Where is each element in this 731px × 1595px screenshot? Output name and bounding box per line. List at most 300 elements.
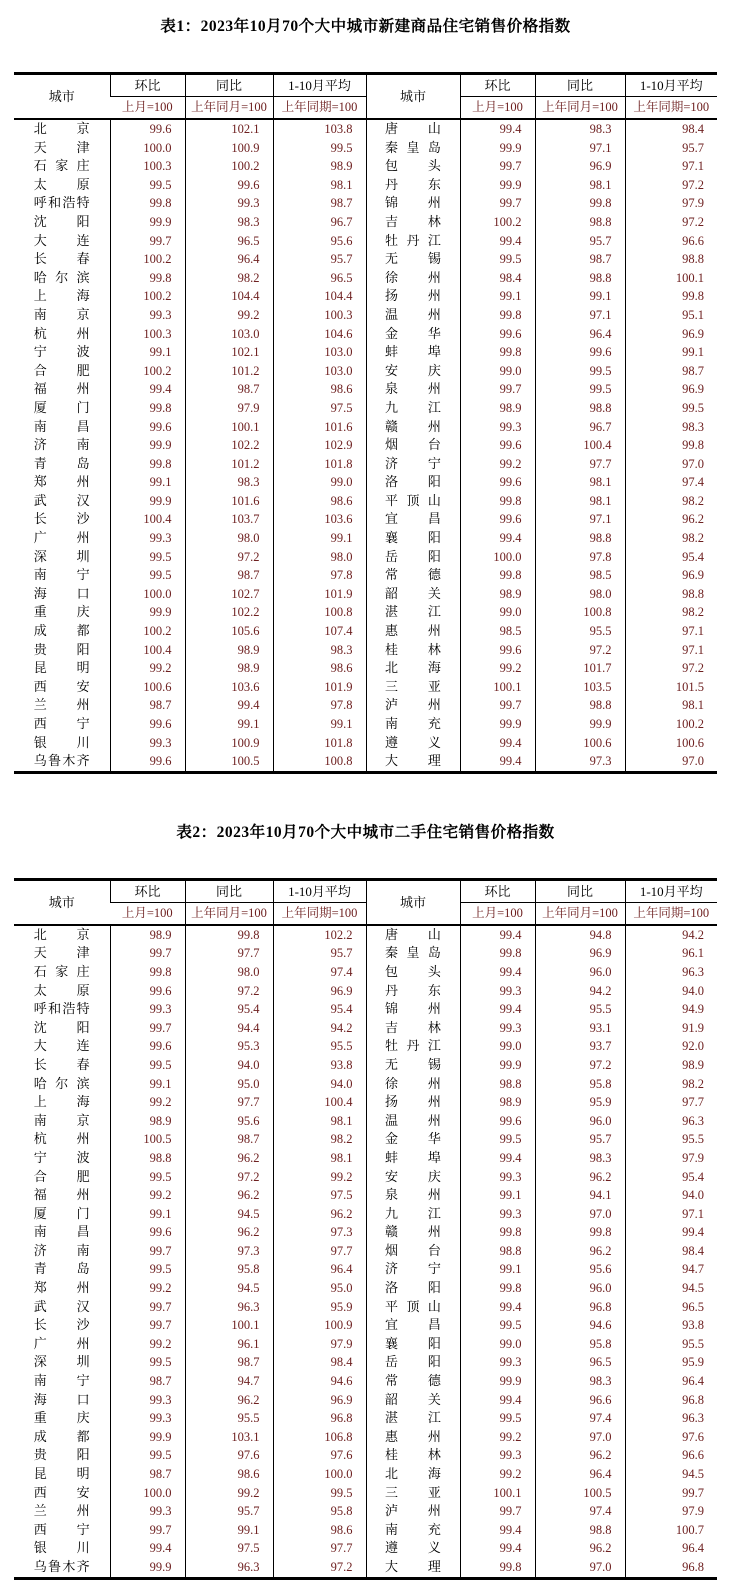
city-name: 西宁 (33, 716, 90, 731)
mom-value-cell: 99.1 (110, 1075, 185, 1094)
avg-value-cell: 95.7 (273, 944, 366, 963)
city-cell (14, 1168, 110, 1187)
city-cell (14, 548, 110, 567)
table-row (14, 455, 717, 474)
mom-value-cell: 99.4 (460, 734, 535, 753)
yoy-value-cell: 99.8 (535, 194, 625, 213)
city-name: 常德 (385, 567, 441, 583)
table-row (14, 1075, 717, 1094)
avg-value-cell: 100.2 (625, 715, 717, 734)
city-name: 西宁 (33, 1521, 90, 1537)
table1-subheader-avg-base-left: 上年同期=100 (273, 97, 366, 120)
city-cell (14, 1019, 110, 1038)
city-cell (14, 1465, 110, 1484)
city-name: 呼和浩特 (33, 1001, 90, 1017)
city-name: 洛阳 (385, 474, 441, 490)
avg-value-cell: 99.1 (273, 529, 366, 548)
table-row (14, 362, 717, 381)
mom-value-cell: 99.6 (460, 510, 535, 529)
avg-value-cell: 98.3 (625, 418, 717, 437)
avg-value-cell: 98.6 (273, 492, 366, 511)
yoy-value-cell: 98.8 (535, 399, 625, 418)
mom-value-cell: 99.5 (460, 1130, 535, 1149)
city-cell (366, 1558, 460, 1578)
table-row (14, 1446, 717, 1465)
city-cell (366, 529, 460, 548)
city-name: 遵义 (385, 1540, 441, 1556)
city-cell (14, 696, 110, 715)
city-cell (366, 343, 460, 362)
mom-value-cell: 99.9 (110, 213, 185, 232)
avg-value-cell: 95.0 (273, 1279, 366, 1298)
yoy-value-cell: 104.4 (185, 287, 273, 306)
city-cell (14, 213, 110, 232)
yoy-value-cell: 98.8 (535, 1521, 625, 1540)
city-cell (366, 1428, 460, 1447)
city-cell (14, 157, 110, 176)
avg-value-cell: 98.1 (273, 1149, 366, 1168)
table-row (14, 529, 717, 548)
city-cell (366, 157, 460, 176)
table-row (14, 139, 717, 158)
mom-value-cell: 99.9 (110, 492, 185, 511)
table1-body (14, 119, 717, 772)
mom-value-cell: 99.7 (110, 232, 185, 251)
city-cell (366, 362, 460, 381)
city-name: 锦州 (385, 195, 441, 211)
mom-value-cell: 99.6 (460, 436, 535, 455)
avg-value-cell: 100.4 (273, 1093, 366, 1112)
city-cell (366, 1223, 460, 1242)
mom-value-cell: 99.4 (460, 529, 535, 548)
yoy-value-cell: 97.1 (535, 139, 625, 158)
city-cell (366, 1446, 460, 1465)
table-row (14, 399, 717, 418)
city-cell (366, 1093, 460, 1112)
table-row (14, 1539, 717, 1558)
city-cell (14, 1539, 110, 1558)
mom-value-cell: 99.2 (110, 1279, 185, 1298)
mom-value-cell: 99.6 (110, 418, 185, 437)
mom-value-cell: 99.7 (460, 157, 535, 176)
yoy-value-cell: 96.2 (535, 1539, 625, 1558)
table-row (14, 250, 717, 269)
table-row (14, 287, 717, 306)
city-cell (366, 250, 460, 269)
yoy-value-cell: 99.1 (185, 715, 273, 734)
city-name: 韶关 (385, 585, 441, 601)
avg-value-cell: 103.8 (273, 119, 366, 139)
yoy-value-cell: 101.2 (185, 455, 273, 474)
yoy-value-cell: 98.1 (535, 492, 625, 511)
yoy-value-cell: 95.7 (535, 1130, 625, 1149)
table-row (14, 1037, 717, 1056)
table-row (14, 566, 717, 585)
avg-value-cell: 101.9 (273, 585, 366, 604)
city-name: 昆明 (33, 1466, 90, 1481)
city-cell (366, 1037, 460, 1056)
mom-value-cell: 99.5 (110, 1168, 185, 1187)
yoy-value-cell: 95.7 (535, 232, 625, 251)
city-cell (366, 306, 460, 325)
avg-value-cell: 96.4 (625, 1539, 717, 1558)
table-row (14, 213, 717, 232)
avg-value-cell: 104.4 (273, 287, 366, 306)
mom-value-cell: 99.8 (460, 944, 535, 963)
city-name: 无锡 (385, 1056, 441, 1072)
city-name: 太原 (33, 982, 90, 998)
city-name: 泸州 (385, 1503, 441, 1519)
city-cell (366, 1000, 460, 1019)
avg-value-cell: 96.6 (625, 232, 717, 251)
mom-value-cell: 100.2 (110, 287, 185, 306)
city-name: 南充 (385, 1521, 441, 1537)
city-name: 重庆 (33, 604, 90, 620)
city-name: 宜昌 (385, 511, 441, 527)
yoy-value-cell: 99.8 (185, 925, 273, 945)
avg-value-cell: 96.2 (273, 1205, 366, 1224)
yoy-value-cell: 98.3 (535, 1372, 625, 1391)
mom-value-cell: 100.1 (460, 1484, 535, 1503)
yoy-value-cell: 100.5 (185, 752, 273, 772)
yoy-value-cell: 101.2 (185, 362, 273, 381)
mom-value-cell: 99.6 (110, 715, 185, 734)
city-cell (366, 963, 460, 982)
city-cell (14, 752, 110, 772)
table1-subheader-yoy-base-left: 上年同月=100 (185, 97, 273, 120)
avg-value-cell: 101.8 (273, 455, 366, 474)
table-row (14, 1056, 717, 1075)
table-row (14, 641, 717, 660)
city-cell (14, 1242, 110, 1261)
city-cell (366, 585, 460, 604)
mom-value-cell: 99.2 (110, 1335, 185, 1354)
mom-value-cell: 100.2 (110, 622, 185, 641)
yoy-value-cell: 94.5 (185, 1279, 273, 1298)
city-cell (14, 399, 110, 418)
avg-value-cell: 97.4 (625, 473, 717, 492)
mom-value-cell: 99.3 (460, 1446, 535, 1465)
table-row (14, 715, 717, 734)
table-row (14, 585, 717, 604)
city-name: 烟台 (385, 437, 441, 453)
table-row (14, 492, 717, 511)
mom-value-cell: 99.5 (110, 1260, 185, 1279)
yoy-value-cell: 103.6 (185, 678, 273, 697)
yoy-value-cell: 96.1 (185, 1335, 273, 1354)
city-name: 宁波 (33, 344, 90, 360)
yoy-value-cell: 102.2 (185, 436, 273, 455)
city-name: 丹东 (385, 176, 441, 192)
table2-subheader-yoy-base-right: 上年同月=100 (535, 902, 625, 925)
city-cell (14, 641, 110, 660)
yoy-value-cell: 98.7 (185, 1130, 273, 1149)
yoy-value-cell: 96.6 (535, 1391, 625, 1410)
city-name: 吉林 (385, 1019, 441, 1035)
yoy-value-cell: 95.3 (185, 1037, 273, 1056)
city-name: 贵阳 (33, 641, 90, 657)
table-row (14, 418, 717, 437)
city-name: 桂林 (385, 641, 441, 657)
city-cell (366, 139, 460, 158)
mom-value-cell: 99.9 (110, 1558, 185, 1578)
yoy-value-cell: 99.2 (185, 306, 273, 325)
city-name: 石家庄 (33, 963, 90, 979)
yoy-value-cell: 103.7 (185, 510, 273, 529)
avg-value-cell: 100.7 (625, 1521, 717, 1540)
mom-value-cell: 99.5 (110, 1446, 185, 1465)
avg-value-cell: 99.0 (273, 473, 366, 492)
yoy-value-cell: 97.5 (185, 1539, 273, 1558)
city-name: 牡丹江 (385, 1038, 441, 1054)
yoy-value-cell: 99.1 (185, 1521, 273, 1540)
city-name: 北京 (33, 926, 90, 942)
yoy-value-cell: 99.5 (535, 362, 625, 381)
avg-value-cell: 95.1 (625, 306, 717, 325)
mom-value-cell: 100.3 (110, 157, 185, 176)
mom-value-cell: 99.7 (110, 1521, 185, 1540)
yoy-value-cell: 99.1 (535, 287, 625, 306)
city-cell (366, 1019, 460, 1038)
mom-value-cell: 99.7 (460, 380, 535, 399)
city-name: 哈尔滨 (33, 269, 90, 285)
avg-value-cell: 95.5 (625, 1130, 717, 1149)
city-cell (14, 325, 110, 344)
table-row (14, 1000, 717, 1019)
yoy-value-cell: 101.7 (535, 659, 625, 678)
city-cell (366, 944, 460, 963)
yoy-value-cell: 98.9 (185, 659, 273, 678)
table-row (14, 678, 717, 697)
city-cell (366, 1316, 460, 1335)
avg-value-cell: 98.6 (273, 380, 366, 399)
mom-value-cell: 99.1 (460, 1260, 535, 1279)
avg-value-cell: 94.2 (273, 1019, 366, 1038)
avg-value-cell: 97.5 (273, 1186, 366, 1205)
city-cell (14, 1130, 110, 1149)
city-name: 韶关 (385, 1391, 441, 1407)
city-cell (366, 715, 460, 734)
city-name: 贵阳 (33, 1447, 90, 1463)
avg-value-cell: 96.6 (625, 1446, 717, 1465)
city-name: 金华 (385, 1131, 441, 1147)
mom-value-cell: 99.9 (460, 139, 535, 158)
mom-value-cell: 99.1 (460, 287, 535, 306)
city-name: 蚌埠 (385, 344, 441, 360)
avg-value-cell: 93.8 (625, 1316, 717, 1335)
yoy-value-cell: 95.8 (185, 1260, 273, 1279)
table-row (14, 1112, 717, 1131)
city-cell (366, 510, 460, 529)
mom-value-cell: 98.9 (110, 1112, 185, 1131)
yoy-value-cell: 98.9 (185, 641, 273, 660)
city-cell (14, 1391, 110, 1410)
mom-value-cell: 99.4 (460, 1539, 535, 1558)
table-row (14, 436, 717, 455)
city-cell (14, 194, 110, 213)
mom-value-cell: 99.2 (110, 1186, 185, 1205)
table-row (14, 1149, 717, 1168)
table-row (14, 963, 717, 982)
mom-value-cell: 99.8 (460, 1279, 535, 1298)
mom-value-cell: 99.4 (460, 1000, 535, 1019)
city-name: 北海 (385, 1466, 441, 1481)
city-cell (366, 119, 460, 139)
avg-value-cell: 97.9 (625, 1149, 717, 1168)
city-cell (366, 696, 460, 715)
avg-value-cell: 100.8 (273, 752, 366, 772)
table1-new-homes-price-index (14, 72, 717, 774)
table-row (14, 622, 717, 641)
table-row (14, 119, 717, 139)
avg-value-cell: 103.0 (273, 362, 366, 381)
city-name: 秦皇岛 (385, 139, 441, 155)
mom-value-cell: 99.6 (110, 982, 185, 1001)
mom-value-cell: 99.9 (110, 1428, 185, 1447)
mom-value-cell: 99.3 (460, 1205, 535, 1224)
city-name: 洛阳 (385, 1280, 441, 1296)
mom-value-cell: 99.9 (460, 176, 535, 195)
table2-subheader-yoy-base-left: 上年同月=100 (185, 902, 273, 925)
city-cell (14, 1521, 110, 1540)
city-name: 常德 (385, 1373, 441, 1389)
city-cell (14, 715, 110, 734)
city-cell (366, 566, 460, 585)
table-row (14, 1298, 717, 1317)
mom-value-cell: 99.6 (110, 1037, 185, 1056)
city-cell (14, 380, 110, 399)
mom-value-cell: 99.6 (460, 1112, 535, 1131)
table-row (14, 1093, 717, 1112)
yoy-value-cell: 98.7 (185, 566, 273, 585)
city-name: 大连 (33, 232, 90, 248)
city-cell (366, 1298, 460, 1317)
avg-value-cell: 97.9 (625, 1502, 717, 1521)
city-name: 北海 (385, 660, 441, 676)
city-cell (14, 1037, 110, 1056)
yoy-value-cell: 98.7 (535, 250, 625, 269)
avg-value-cell: 96.1 (625, 944, 717, 963)
yoy-value-cell: 103.5 (535, 678, 625, 697)
city-name: 赣州 (385, 1224, 441, 1240)
yoy-value-cell: 98.8 (535, 213, 625, 232)
avg-value-cell: 95.4 (625, 1168, 717, 1187)
city-cell (14, 1056, 110, 1075)
avg-value-cell: 98.7 (625, 362, 717, 381)
avg-value-cell: 95.6 (273, 232, 366, 251)
yoy-value-cell: 94.7 (185, 1372, 273, 1391)
city-name: 沈阳 (33, 213, 90, 229)
mom-value-cell: 99.5 (110, 1353, 185, 1372)
city-name: 包头 (385, 158, 441, 174)
city-cell (366, 1130, 460, 1149)
avg-value-cell: 96.8 (625, 1391, 717, 1410)
avg-value-cell: 95.9 (625, 1353, 717, 1372)
city-name: 大连 (33, 1038, 90, 1054)
mom-value-cell: 99.7 (110, 1242, 185, 1261)
mom-value-cell: 99.2 (110, 659, 185, 678)
table-row (14, 925, 717, 945)
city-cell (366, 1056, 460, 1075)
yoy-value-cell: 96.4 (185, 250, 273, 269)
city-cell (366, 194, 460, 213)
city-name: 牡丹江 (385, 232, 441, 248)
mom-value-cell: 98.9 (460, 399, 535, 418)
city-name: 南京 (33, 1112, 90, 1128)
avg-value-cell: 102.2 (273, 925, 366, 945)
yoy-value-cell: 96.2 (185, 1186, 273, 1205)
city-name: 西安 (33, 1484, 90, 1500)
city-name: 福州 (33, 381, 90, 397)
avg-value-cell: 92.0 (625, 1037, 717, 1056)
yoy-value-cell: 98.3 (185, 473, 273, 492)
city-cell (14, 1353, 110, 1372)
city-name: 唐山 (385, 926, 441, 942)
city-name: 赣州 (385, 418, 441, 434)
city-name: 平顶山 (385, 492, 441, 508)
city-cell (366, 325, 460, 344)
yoy-value-cell: 94.8 (535, 925, 625, 945)
avg-value-cell: 97.7 (273, 1539, 366, 1558)
city-name: 福州 (33, 1187, 90, 1203)
city-name: 安庆 (385, 362, 441, 378)
avg-value-cell: 98.4 (273, 1353, 366, 1372)
avg-value-cell: 97.1 (625, 157, 717, 176)
yoy-value-cell: 96.5 (185, 232, 273, 251)
yoy-value-cell: 94.5 (185, 1205, 273, 1224)
yoy-value-cell: 96.8 (535, 1298, 625, 1317)
city-cell (14, 1075, 110, 1094)
city-name: 蚌埠 (385, 1149, 441, 1165)
mom-value-cell: 99.3 (460, 1168, 535, 1187)
avg-value-cell: 96.8 (273, 1409, 366, 1428)
mom-value-cell: 100.3 (110, 325, 185, 344)
city-name: 惠州 (385, 1428, 441, 1444)
city-cell (366, 982, 460, 1001)
avg-value-cell: 98.9 (273, 157, 366, 176)
avg-value-cell: 97.2 (273, 1558, 366, 1578)
city-cell (14, 119, 110, 139)
yoy-value-cell: 97.2 (185, 548, 273, 567)
yoy-value-cell: 96.9 (535, 944, 625, 963)
mom-value-cell: 99.5 (460, 1316, 535, 1335)
avg-value-cell: 94.0 (625, 1186, 717, 1205)
city-cell (366, 418, 460, 437)
city-name: 成都 (33, 623, 90, 639)
city-name: 宜昌 (385, 1317, 441, 1333)
city-name: 广州 (33, 530, 90, 546)
avg-value-cell: 97.3 (273, 1223, 366, 1242)
table2-header-city-left: 城市 (14, 879, 110, 925)
mom-value-cell: 100.0 (110, 1484, 185, 1503)
city-cell (14, 1279, 110, 1298)
yoy-value-cell: 95.5 (185, 1409, 273, 1428)
avg-value-cell: 97.7 (625, 1093, 717, 1112)
table-row (14, 269, 717, 288)
mom-value-cell: 99.0 (460, 362, 535, 381)
yoy-value-cell: 93.7 (535, 1037, 625, 1056)
mom-value-cell: 99.5 (110, 176, 185, 195)
mom-value-cell: 99.4 (460, 1391, 535, 1410)
yoy-value-cell: 96.0 (535, 963, 625, 982)
avg-value-cell: 99.5 (273, 1484, 366, 1503)
mom-value-cell: 100.2 (460, 213, 535, 232)
mom-value-cell: 99.7 (110, 1316, 185, 1335)
city-cell (366, 659, 460, 678)
city-cell (14, 1558, 110, 1578)
yoy-value-cell: 96.9 (535, 157, 625, 176)
city-name: 济宁 (385, 1261, 441, 1277)
